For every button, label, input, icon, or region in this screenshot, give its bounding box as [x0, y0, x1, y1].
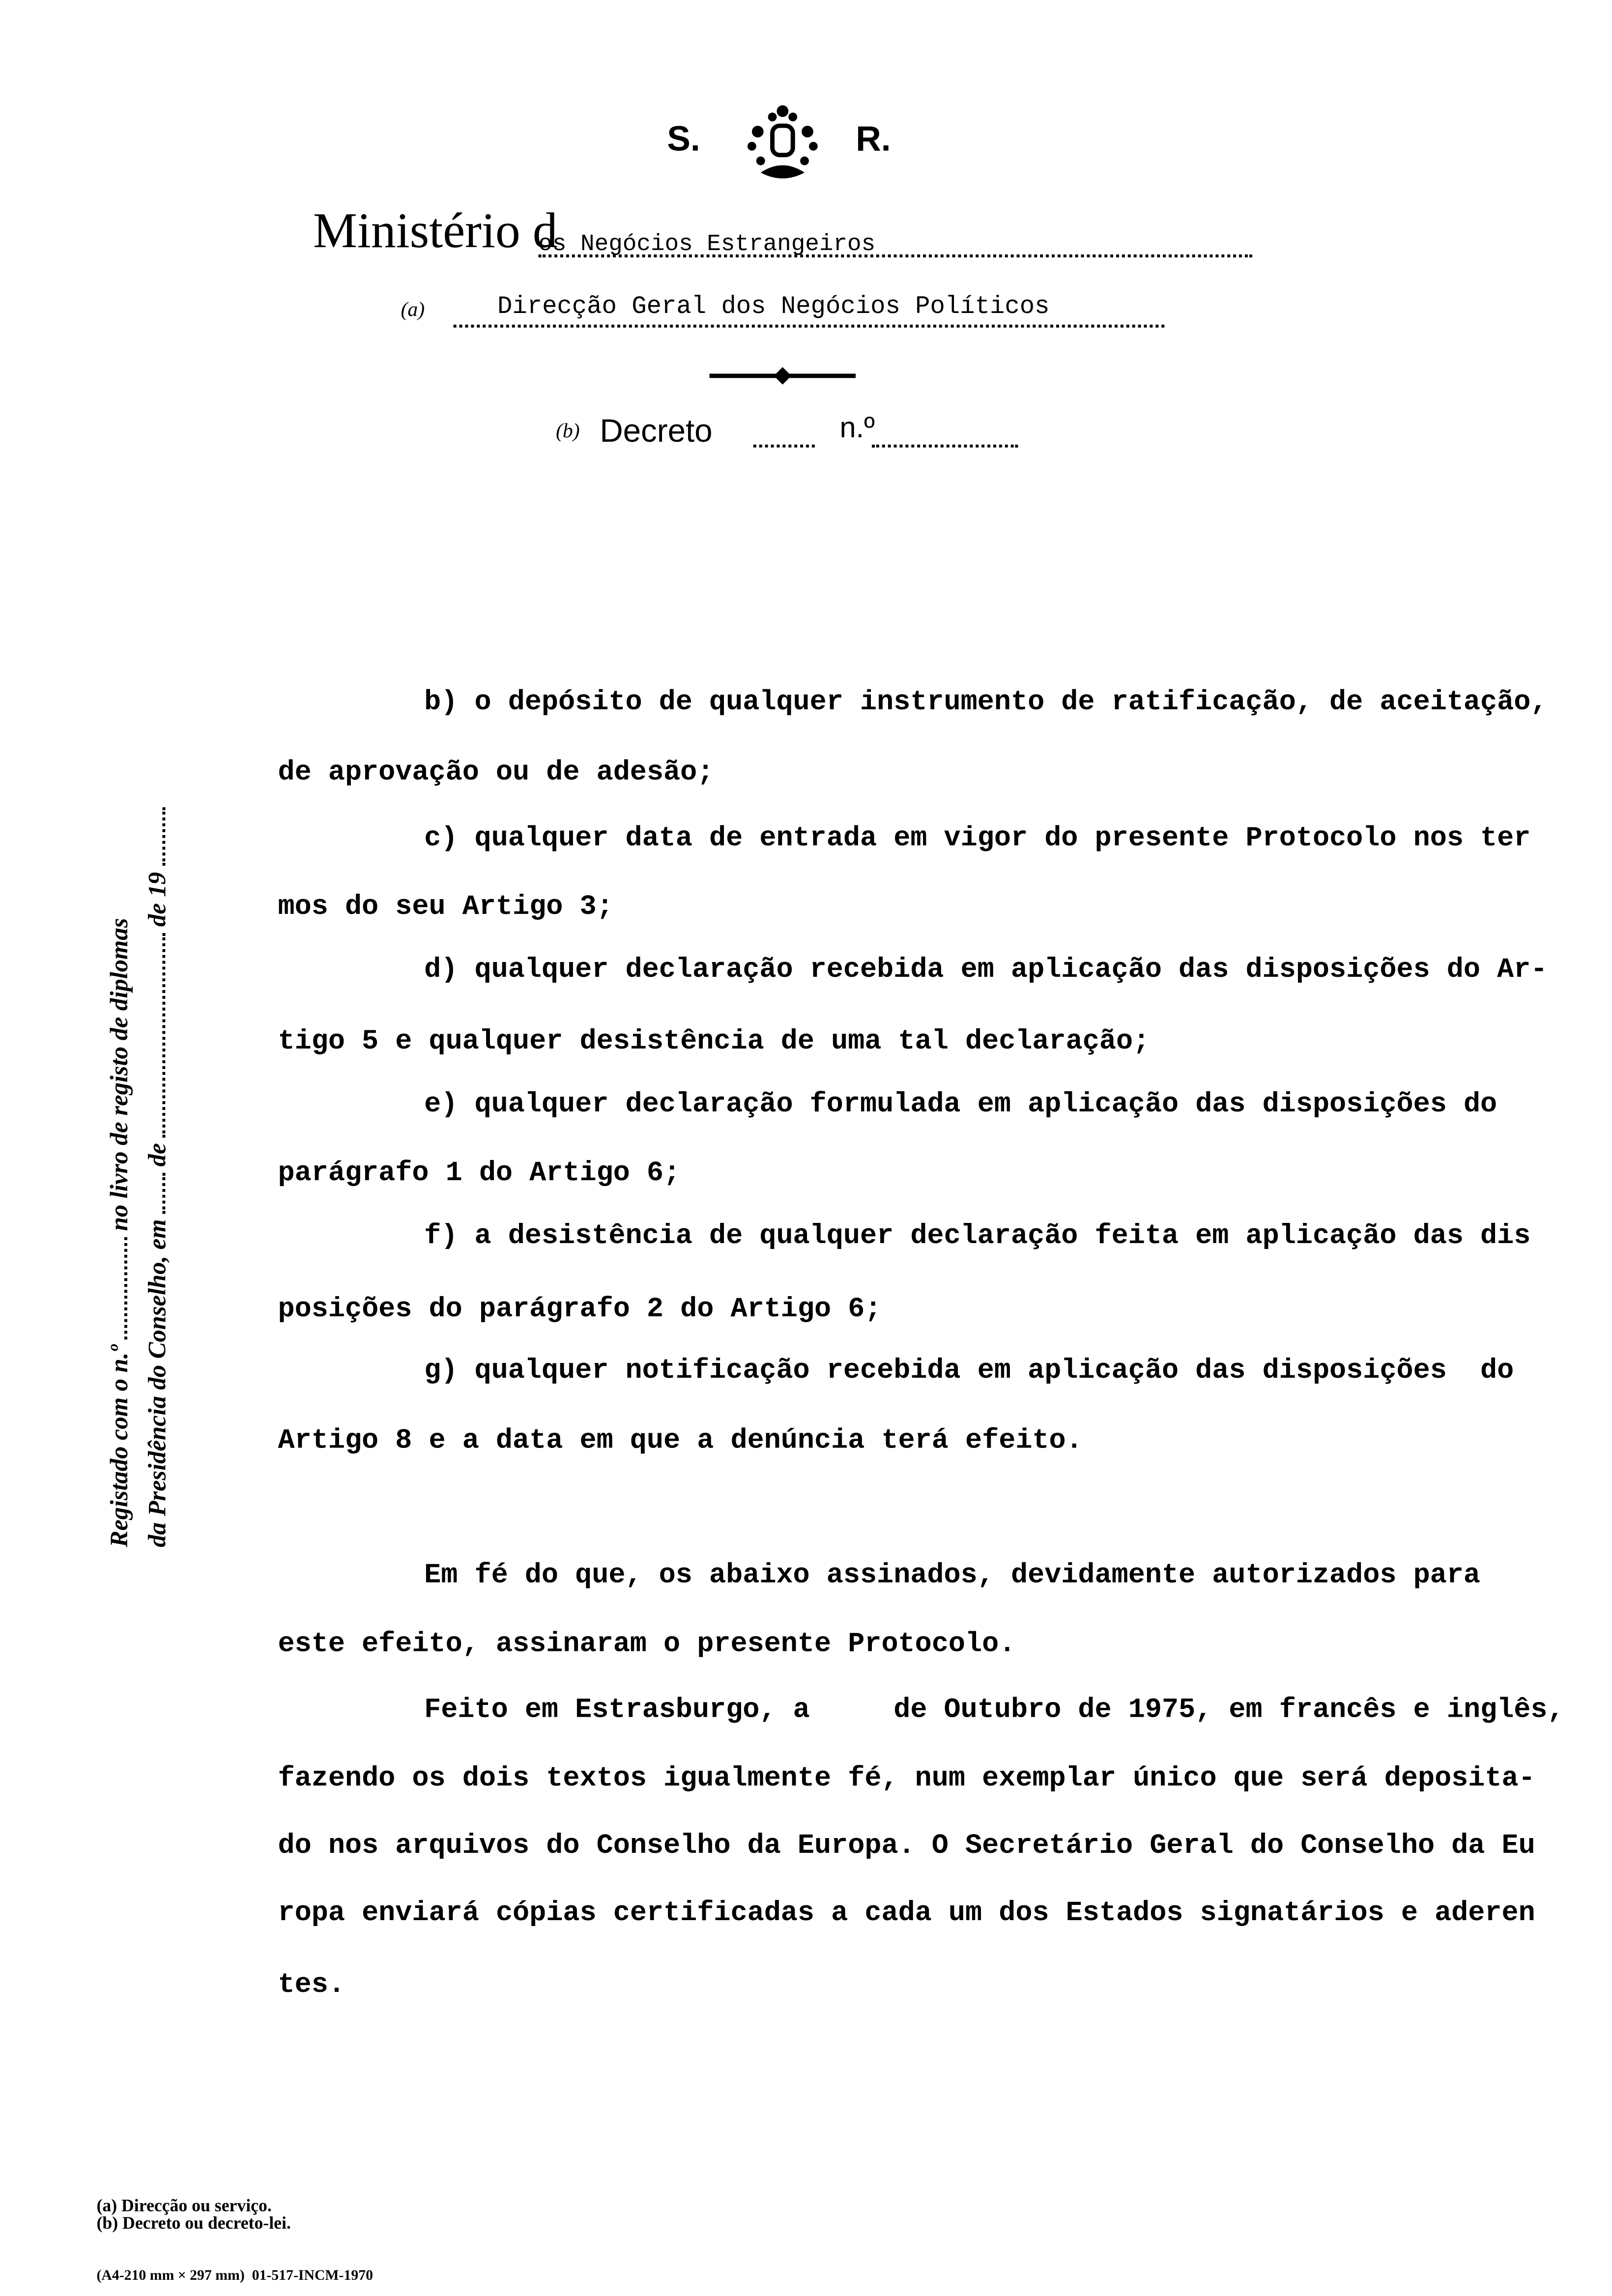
ministry-dotted-line	[538, 255, 1252, 257]
directorate-dotted-line	[454, 325, 1165, 328]
body-text-line: parágrafo 1 do Artigo 6;	[278, 1157, 681, 1189]
register-month-field[interactable]	[162, 933, 165, 1137]
body-text-line: tigo 5 e qualquer desistência de uma tal declaração;	[278, 1025, 1150, 1057]
ministry-name: os Negócios Estrangeiros	[538, 231, 876, 257]
side-note-book: no livro de registo de diplomas	[105, 918, 133, 1231]
decree-type-field[interactable]	[753, 445, 815, 448]
body-text-line: tes.	[278, 1968, 345, 2001]
body-text-line: e) qualquer declaração formulada em aplicação das disposições do	[424, 1088, 1497, 1120]
side-note-line2	[114, 808, 202, 1572]
letterhead-r: R.	[856, 120, 891, 160]
body-text-line: d) qualquer declaração recebida em aplicação das disposições do Ar-	[424, 953, 1548, 986]
body-text-line: f) a desistência de qualquer declaração feita em aplicação das dis	[424, 1219, 1531, 1252]
register-year-field[interactable]	[162, 808, 165, 866]
body-text-line: Em fé do que, os abaixo assinados, devidamente autorizados para	[424, 1559, 1481, 1591]
ministry-prefix: Ministério d	[313, 204, 558, 259]
coat-of-arms-icon	[731, 99, 834, 184]
footnote-b: (b) Decreto ou decreto-lei.	[96, 2212, 291, 2233]
body-text-line: fazendo os dois textos igualmente fé, num exemplar único que será deposita-	[278, 1762, 1535, 1795]
side-note-registered: Registado com o n.º	[105, 1345, 133, 1548]
body-text-line: do nos arquivos do Conselho da Europa. O Secretário Geral do Conselho da Eu	[278, 1829, 1535, 1862]
body-text-line: ropa enviará cópias certificadas a cada um dos Estados signatários e aderen	[278, 1897, 1535, 1929]
number-label: n.º	[839, 412, 875, 445]
form-code: (A4-210 mm × 297 mm) 01-517-INCM-1970	[96, 2268, 373, 2285]
register-day-field[interactable]	[162, 1172, 165, 1213]
side-note-of: de	[143, 1143, 172, 1167]
body-text-line: mos do seu Artigo 3;	[278, 890, 613, 923]
letterhead-s: S.	[667, 120, 700, 160]
marker-a: (a)	[401, 300, 425, 322]
body-text-line: b) o depósito de qualquer instrumento de ratificação, de aceitação,	[424, 685, 1548, 718]
body-text-line: g) qualquer notificação recebida em aplicação das disposições do	[424, 1354, 1514, 1387]
side-note-presidency: da Presidência do Conselho, em	[143, 1219, 172, 1548]
body-text-line: Artigo 8 e a data em que a denúncia terá efeito.	[278, 1424, 1083, 1457]
decree-number-field[interactable]	[872, 445, 1018, 448]
body-text-line: este efeito, assinaram o presente Protocolo.	[278, 1627, 1016, 1660]
body-text-line: posições do parágrafo 2 do Artigo 6;	[278, 1293, 882, 1325]
footnote-a: (a) Direcção ou serviço.	[96, 2195, 272, 2216]
body-text-line: de aprovação ou de adesão;	[278, 756, 714, 789]
directorate-name: Direcção Geral dos Negócios Políticos	[497, 294, 1050, 322]
body-text-line: c) qualquer data de entrada em vigor do presente Protocolo nos ter	[424, 822, 1531, 854]
side-note-year: de 19	[143, 872, 172, 927]
body-text-line: Feito em Estrasburgo, a de Outubro de 1975, em francês e inglês,	[424, 1693, 1564, 1726]
decree-label: Decreto	[600, 412, 713, 449]
ornamental-divider	[710, 366, 856, 386]
marker-b: (b)	[556, 421, 580, 443]
